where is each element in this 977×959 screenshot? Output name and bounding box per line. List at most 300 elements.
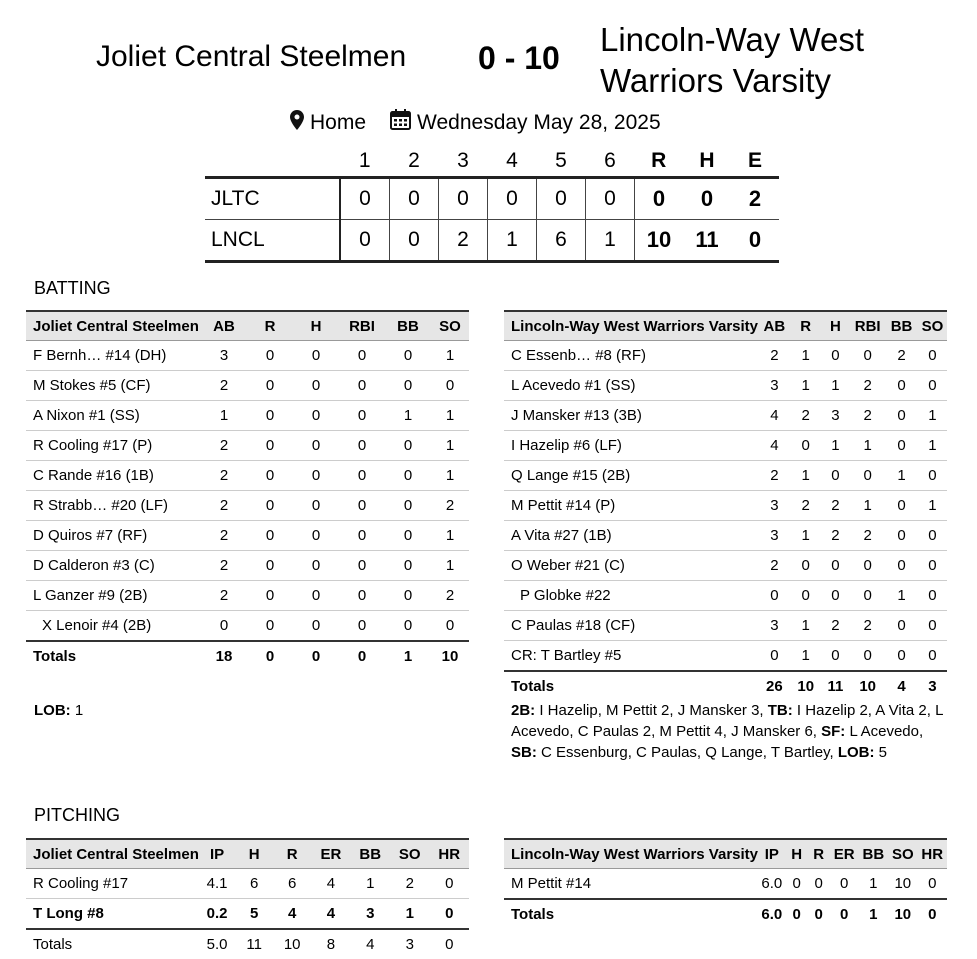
stat-cell: 1 — [431, 431, 469, 461]
player-row — [504, 869, 947, 900]
stat-cell: 0 — [293, 431, 339, 461]
linescore-header: E — [747, 149, 762, 172]
linescore-row — [205, 220, 779, 262]
inning-score: 0 — [340, 220, 390, 262]
stat-cell: 3 — [201, 341, 247, 371]
stat-cell: 2 — [850, 521, 885, 551]
table-header-row — [26, 839, 469, 869]
totals-cell: 0 — [429, 929, 469, 959]
linescore-row — [205, 178, 779, 220]
totals-cell: 3 — [918, 671, 947, 701]
column-header: SO — [431, 311, 469, 341]
totals-cell: 4 — [885, 671, 918, 701]
lob-value: 1 — [74, 702, 84, 719]
player-name: A Vita #27 (1B) — [504, 521, 758, 551]
column-header: AB — [201, 311, 247, 341]
stat-cell: 0 — [339, 401, 385, 431]
team-name-header: Lincoln-Way West Warriors Varsity — [504, 311, 758, 341]
inning-score: 1 — [488, 220, 537, 262]
linescore-header: 4 — [506, 149, 518, 172]
stat-cell: 1 — [390, 899, 429, 930]
stat-cell: 2 — [758, 551, 791, 581]
team-name-header: Joliet Central Steelmen — [26, 839, 199, 869]
player-name: M Stokes #5 (CF) — [26, 371, 201, 401]
stat-cell: 0 — [247, 461, 293, 491]
totals-row — [26, 929, 469, 959]
column-header: ER — [830, 839, 859, 869]
linescore-header: 6 — [604, 149, 616, 172]
stat-cell: 2 — [201, 491, 247, 521]
linescore-header: R — [651, 149, 667, 172]
stat-cell: 0 — [385, 581, 431, 611]
stat-cell: 2 — [201, 371, 247, 401]
player-row — [26, 521, 469, 551]
errors-total: 2 — [731, 178, 779, 220]
stat-cell: 2 — [201, 431, 247, 461]
player-name: A Nixon #1 (SS) — [26, 401, 201, 431]
stat-cell: 0 — [247, 431, 293, 461]
totals-cell: 0 — [786, 899, 808, 929]
column-header: AB — [758, 311, 791, 341]
batting-section-title: BATTING — [34, 278, 111, 298]
stat-cell: 2 — [758, 341, 791, 371]
stat-cell: 0 — [431, 611, 469, 642]
stat-cell: 0 — [808, 869, 830, 900]
total-bases-label: TB: — [767, 702, 793, 719]
stat-cell: 2 — [431, 581, 469, 611]
stat-cell: 0 — [339, 611, 385, 642]
column-header: IP — [758, 839, 786, 869]
totals-cell: 18 — [201, 641, 247, 671]
linescore-header: H — [699, 149, 715, 172]
total-bases-value: I Hazelip 2, A Vita 2, L Acevedo, C Paulas 2, M Pettit 4, J Mansker 6, — [511, 702, 943, 740]
stat-cell: 0 — [429, 869, 469, 899]
team-name-header: Lincoln-Way West Warriors Varsity — [504, 839, 758, 869]
column-header: R — [247, 311, 293, 341]
stat-cell: 2 — [201, 461, 247, 491]
game-date: Wednesday May 28, 2025 — [417, 110, 661, 134]
stat-cell: 0 — [431, 371, 469, 401]
stat-cell: 0 — [918, 869, 947, 900]
linescore-team: JLTC — [205, 178, 340, 220]
runs-total: 10 — [635, 220, 684, 262]
table-header-row — [504, 311, 947, 341]
player-row — [504, 611, 947, 641]
column-header: H — [786, 839, 808, 869]
stat-cell: 0 — [885, 551, 918, 581]
table-header-row — [504, 839, 947, 869]
stat-cell: 1 — [821, 371, 851, 401]
stat-cell: 0 — [885, 491, 918, 521]
sac-fly-value: L Acevedo, — [845, 723, 924, 740]
table-header-row — [26, 311, 469, 341]
totals-row — [504, 899, 947, 929]
player-row — [504, 641, 947, 672]
totals-cell: 10 — [888, 899, 917, 929]
stat-cell: 0 — [918, 521, 947, 551]
stat-cell: 0 — [758, 641, 791, 672]
player-name: D Quiros #7 (RF) — [26, 521, 201, 551]
stat-cell: 1 — [850, 431, 885, 461]
inning-score: 1 — [586, 220, 635, 262]
totals-cell: 4 — [351, 929, 390, 959]
stat-cell: 0 — [918, 551, 947, 581]
player-name: P Globke #22 — [504, 581, 758, 611]
stat-cell: 2 — [850, 611, 885, 641]
player-name: F Bernh… #14 (DH) — [26, 341, 201, 371]
player-name: I Hazelip #6 (LF) — [504, 431, 758, 461]
column-header: R — [791, 311, 821, 341]
totals-cell: 3 — [390, 929, 429, 959]
stat-cell: 2 — [201, 581, 247, 611]
totals-cell: 5.0 — [199, 929, 235, 959]
column-header: RBI — [850, 311, 885, 341]
player-row — [504, 521, 947, 551]
linescore-header: 5 — [555, 149, 567, 172]
stat-cell: 0 — [885, 401, 918, 431]
stat-cell: 0 — [385, 371, 431, 401]
player-name: X Lenoir #4 (2B) — [26, 611, 201, 642]
stat-cell: 2 — [821, 491, 851, 521]
stat-cell: 2 — [791, 491, 821, 521]
stat-cell: 6 — [273, 869, 311, 899]
player-name: C Rande #16 (1B) — [26, 461, 201, 491]
linescore-header: 2 — [408, 149, 420, 172]
inning-score: 2 — [439, 220, 488, 262]
player-row — [26, 551, 469, 581]
stat-cell: 3 — [758, 491, 791, 521]
stat-cell: 0 — [758, 581, 791, 611]
stat-cell: 0 — [247, 551, 293, 581]
stat-cell: 1 — [918, 491, 947, 521]
stat-cell: 2 — [431, 491, 469, 521]
stat-cell: 1 — [791, 521, 821, 551]
player-name: C Essenb… #8 (RF) — [504, 341, 758, 371]
stat-cell: 0 — [247, 521, 293, 551]
stat-cell: 0 — [918, 371, 947, 401]
stat-cell: 0 — [247, 401, 293, 431]
stat-cell: 0 — [385, 551, 431, 581]
stat-cell: 0 — [247, 611, 293, 642]
stat-cell: 1 — [351, 869, 390, 899]
stat-cell: 0 — [791, 551, 821, 581]
stat-cell: 0 — [821, 341, 851, 371]
stat-cell: 2 — [850, 371, 885, 401]
stat-cell: 0 — [339, 371, 385, 401]
stat-cell: 1 — [918, 431, 947, 461]
stat-cell: 3 — [758, 371, 791, 401]
stat-cell: 0 — [791, 581, 821, 611]
player-name: C Paulas #18 (CF) — [504, 611, 758, 641]
stat-cell: 0 — [850, 461, 885, 491]
column-header: H — [821, 311, 851, 341]
stat-cell: 0 — [247, 341, 293, 371]
player-name: M Pettit #14 (P) — [504, 491, 758, 521]
away-batting-notes — [34, 700, 83, 721]
stat-cell: 0 — [385, 461, 431, 491]
player-row — [26, 869, 469, 899]
stat-cell: 0 — [247, 581, 293, 611]
stat-cell: 0 — [918, 641, 947, 672]
totals-cell: 0 — [293, 641, 339, 671]
stat-cell: 6 — [235, 869, 273, 899]
stat-cell: 1 — [201, 401, 247, 431]
stolen-bases-label: SB: — [511, 744, 537, 761]
stat-cell: 2 — [850, 401, 885, 431]
totals-label: Totals — [26, 641, 201, 671]
totals-cell: 0 — [808, 899, 830, 929]
stat-cell: 0 — [850, 641, 885, 672]
player-name: R Cooling #17 (P) — [26, 431, 201, 461]
calendar-icon — [390, 109, 411, 136]
map-pin-icon — [290, 110, 304, 136]
runs-total: 0 — [635, 178, 684, 220]
column-header: BB — [859, 839, 888, 869]
stat-cell: 6.0 — [758, 869, 786, 900]
totals-cell: 10 — [273, 929, 311, 959]
linescore-table — [205, 146, 779, 263]
player-row — [26, 371, 469, 401]
stat-cell: 0.2 — [199, 899, 235, 930]
stat-cell: 0 — [293, 611, 339, 642]
totals-cell: 26 — [758, 671, 791, 701]
player-name: R Strabb… #20 (LF) — [26, 491, 201, 521]
stat-cell: 1 — [918, 401, 947, 431]
totals-cell: 11 — [235, 929, 273, 959]
stat-cell: 0 — [918, 461, 947, 491]
player-row — [504, 551, 947, 581]
stat-cell: 0 — [821, 461, 851, 491]
stat-cell: 1 — [850, 491, 885, 521]
totals-cell: 11 — [821, 671, 851, 701]
pitching-section-title: PITCHING — [34, 805, 121, 825]
column-header: BB — [351, 839, 390, 869]
stat-cell: 0 — [339, 461, 385, 491]
inning-score: 0 — [488, 178, 537, 220]
column-header: BB — [385, 311, 431, 341]
stat-cell: 2 — [201, 521, 247, 551]
stat-cell: 2 — [201, 551, 247, 581]
errors-total: 0 — [731, 220, 779, 262]
player-name: O Weber #21 (C) — [504, 551, 758, 581]
stat-cell: 1 — [791, 341, 821, 371]
stat-cell: 4 — [758, 431, 791, 461]
stat-cell: 2 — [791, 401, 821, 431]
stat-cell: 1 — [885, 581, 918, 611]
stat-cell: 4 — [311, 869, 350, 899]
stat-cell: 1 — [431, 521, 469, 551]
stat-cell: 0 — [830, 869, 859, 900]
player-row — [504, 431, 947, 461]
player-name: D Calderon #3 (C) — [26, 551, 201, 581]
totals-cell: 10 — [431, 641, 469, 671]
stat-cell: 2 — [758, 461, 791, 491]
stat-cell: 0 — [293, 551, 339, 581]
column-header: R — [808, 839, 830, 869]
stat-cell: 0 — [385, 611, 431, 642]
stat-cell: 0 — [821, 581, 851, 611]
stat-cell: 0 — [385, 491, 431, 521]
home-batting-notes — [511, 700, 951, 763]
player-name: L Ganzer #9 (2B) — [26, 581, 201, 611]
totals-cell: 6.0 — [758, 899, 786, 929]
totals-row — [26, 641, 469, 671]
column-header: SO — [918, 311, 947, 341]
player-row — [26, 341, 469, 371]
player-name: J Mansker #13 (3B) — [504, 401, 758, 431]
stat-cell: 1 — [885, 461, 918, 491]
hits-total: 11 — [683, 220, 731, 262]
stat-cell: 0 — [850, 551, 885, 581]
stat-cell: 0 — [885, 521, 918, 551]
column-header: HR — [429, 839, 469, 869]
stat-cell: 1 — [791, 611, 821, 641]
stat-cell: 1 — [791, 371, 821, 401]
column-header: R — [273, 839, 311, 869]
column-header: IP — [199, 839, 235, 869]
stat-cell: 0 — [339, 431, 385, 461]
stat-cell: 4.1 — [199, 869, 235, 899]
stat-cell: 2 — [390, 869, 429, 899]
stat-cell: 3 — [758, 611, 791, 641]
totals-cell: 0 — [830, 899, 859, 929]
stat-cell: 0 — [385, 431, 431, 461]
stat-cell: 0 — [339, 551, 385, 581]
stat-cell: 0 — [339, 341, 385, 371]
column-header: SO — [390, 839, 429, 869]
player-row — [504, 581, 947, 611]
column-header: ER — [311, 839, 350, 869]
stat-cell: 0 — [918, 341, 947, 371]
lob-label: LOB: — [34, 702, 71, 719]
doubles-label: 2B: — [511, 702, 536, 719]
stat-cell: 0 — [293, 401, 339, 431]
stat-cell: 0 — [339, 491, 385, 521]
stat-cell: 0 — [821, 641, 851, 672]
inning-score: 0 — [537, 178, 586, 220]
linescore-team: LNCL — [205, 220, 340, 262]
pitching-table-away — [26, 838, 469, 959]
stat-cell: 4 — [758, 401, 791, 431]
totals-cell: 0 — [918, 899, 947, 929]
stat-cell: 0 — [918, 611, 947, 641]
stat-cell: 0 — [201, 611, 247, 642]
stat-cell: 0 — [821, 551, 851, 581]
stat-cell: 5 — [235, 899, 273, 930]
batting-table-away — [26, 310, 469, 671]
player-row — [26, 611, 469, 642]
inning-score: 0 — [439, 178, 488, 220]
stat-cell: 1 — [859, 869, 888, 900]
player-row — [26, 581, 469, 611]
stat-cell: 2 — [885, 341, 918, 371]
stat-cell: 3 — [758, 521, 791, 551]
sac-fly-label: SF: — [821, 723, 846, 740]
player-name: R Cooling #17 — [26, 869, 199, 899]
column-header: H — [235, 839, 273, 869]
stat-cell: 0 — [293, 491, 339, 521]
stat-cell: 0 — [247, 371, 293, 401]
stat-cell: 1 — [431, 401, 469, 431]
stat-cell: 0 — [885, 431, 918, 461]
stat-cell: 0 — [293, 521, 339, 551]
totals-cell: 8 — [311, 929, 350, 959]
totals-cell: 1 — [859, 899, 888, 929]
totals-label: Totals — [504, 671, 758, 701]
stat-cell: 0 — [339, 521, 385, 551]
stat-cell: 0 — [293, 341, 339, 371]
pitching-table-home — [504, 838, 947, 929]
totals-label: Totals — [26, 929, 199, 959]
stat-cell: 0 — [429, 899, 469, 930]
totals-cell: 0 — [247, 641, 293, 671]
player-row — [504, 371, 947, 401]
totals-row — [504, 671, 947, 701]
stat-cell: 1 — [791, 461, 821, 491]
player-name: T Long #8 — [26, 899, 199, 930]
column-header: BB — [885, 311, 918, 341]
game-meta — [290, 109, 661, 136]
stat-cell: 0 — [293, 461, 339, 491]
stat-cell: 3 — [821, 401, 851, 431]
hits-total: 0 — [683, 178, 731, 220]
column-header: RBI — [339, 311, 385, 341]
stat-cell: 0 — [786, 869, 808, 900]
player-row — [26, 491, 469, 521]
column-header: HR — [918, 839, 947, 869]
stat-cell: 3 — [351, 899, 390, 930]
lob-label: LOB: — [837, 744, 875, 761]
player-name: M Pettit #14 — [504, 869, 758, 900]
player-name: L Acevedo #1 (SS) — [504, 371, 758, 401]
stat-cell: 0 — [885, 611, 918, 641]
stat-cell: 4 — [273, 899, 311, 930]
player-row — [26, 899, 469, 930]
lob-value: 5 — [874, 744, 888, 761]
inning-score: 0 — [390, 220, 439, 262]
away-team-title: Joliet Central Steelmen — [96, 40, 407, 73]
stat-cell: 0 — [885, 641, 918, 672]
player-name: Q Lange #15 (2B) — [504, 461, 758, 491]
player-row — [26, 401, 469, 431]
stat-cell: 0 — [293, 581, 339, 611]
stat-cell: 0 — [247, 491, 293, 521]
stat-cell: 0 — [385, 341, 431, 371]
stat-cell: 0 — [918, 581, 947, 611]
stat-cell: 4 — [311, 899, 350, 930]
stat-cell: 0 — [385, 521, 431, 551]
totals-cell: 10 — [850, 671, 885, 701]
stat-cell: 2 — [821, 611, 851, 641]
stat-cell: 1 — [431, 551, 469, 581]
inning-score: 0 — [390, 178, 439, 220]
inning-score: 6 — [537, 220, 586, 262]
stat-cell: 1 — [431, 341, 469, 371]
stat-cell: 1 — [431, 461, 469, 491]
inning-score: 0 — [340, 178, 390, 220]
totals-label: Totals — [504, 899, 758, 929]
stat-cell: 0 — [885, 371, 918, 401]
linescore-header: 1 — [358, 149, 371, 172]
stat-cell: 0 — [339, 581, 385, 611]
linescore-header: 3 — [457, 149, 469, 172]
batting-table-home — [504, 310, 947, 701]
stat-cell: 0 — [293, 371, 339, 401]
totals-cell: 0 — [339, 641, 385, 671]
player-row — [26, 461, 469, 491]
doubles-value: I Hazelip, M Pettit 2, J Mansker 3, — [535, 702, 768, 719]
inning-score: 0 — [586, 178, 635, 220]
